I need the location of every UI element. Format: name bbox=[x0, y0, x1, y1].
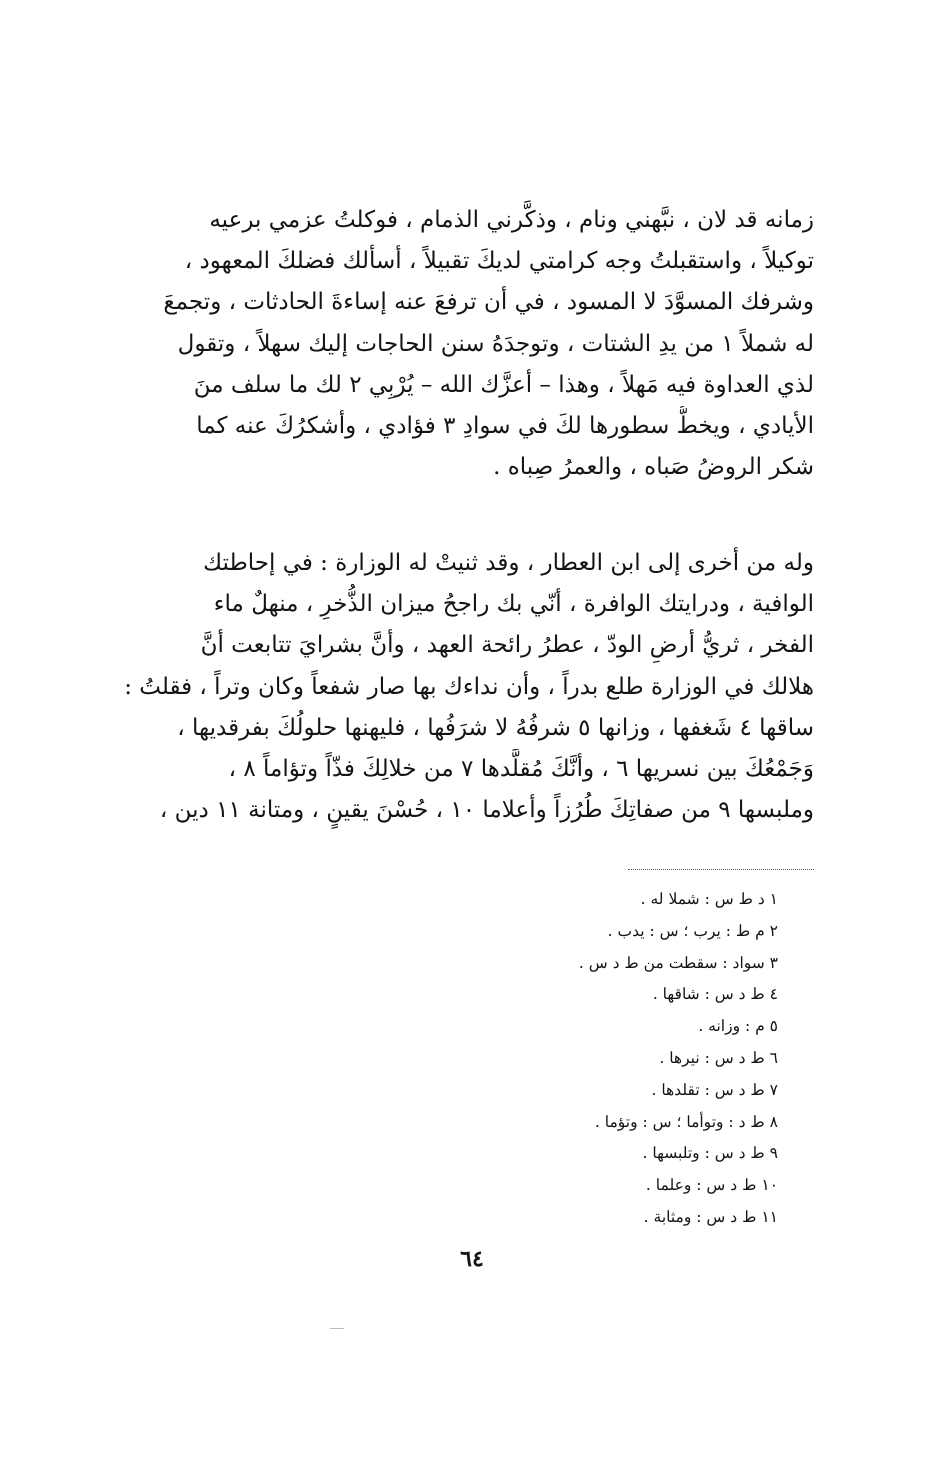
footnote-item: ٧ ط د س : تقلدها . bbox=[651, 1080, 778, 1099]
footnote-item: ٣ سواد : سقطت من ط د س . bbox=[578, 953, 778, 972]
text-line: لذي العداوة فيه مَهلاً ، وهذا – أعزَّك الله – يُرْبِي ٢ لك ما سلف منَ bbox=[193, 371, 814, 398]
scan-mark bbox=[330, 1328, 344, 1329]
text-line: وشرفك المسوَّدَ لا المسود ، في أن ترفعَ عنه إساءةَ الحادثات ، وتجمعَ bbox=[163, 289, 814, 316]
footnote-item: ٨ ط د : وتوأما ؛ س : وتؤما . bbox=[594, 1112, 778, 1131]
text-line: الأيادي ، ويخطُّ سطورها لكَ في سوادِ ٣ فؤادي ، وأشكرُكَ عنه كما bbox=[196, 412, 814, 439]
footnote-item: ٩ ط د س : وتلبسها . bbox=[642, 1144, 778, 1163]
footnote-item: ٤ ط د س : شاقها . bbox=[652, 985, 778, 1004]
footnote-item: ٥ م : وزانه . bbox=[698, 1017, 778, 1036]
page-number: ٦٤ bbox=[460, 1246, 484, 1272]
text-line: هلالك في الوزارة طلع بدراً ، وأن نداءك بها صار شفعاً وكان وتراً ، فقلتُ : bbox=[124, 673, 814, 700]
body-paragraph-2 bbox=[100, 543, 814, 831]
text-line: وملبسها ٩ من صفاتِكَ طُرُزاً وأعلاما ١٠ ، حُسْنَ يقينٍ ، ومتانة ١١ دين ، bbox=[159, 797, 814, 824]
footnote-item: ٢ م ط : يرب ؛ س : يدب . bbox=[607, 921, 778, 940]
text-line: وَجَمْعُكَ بين نسريها ٦ ، وأنَّكَ مُقلَّدها ٧ من خلالِكَ فذّاً وتؤاماً ٨ ، bbox=[228, 755, 814, 782]
footnote-item: ٦ ط د س : نيرها . bbox=[659, 1048, 778, 1067]
footnote-item: ١ د ط س : شملا له . bbox=[640, 890, 778, 908]
footnote-item: ١١ ط د س : ومثابة . bbox=[643, 1207, 778, 1226]
text-line: شكر الروضُ صَباه ، والعمرُ صِباه . bbox=[493, 454, 814, 481]
footnote-separator bbox=[628, 869, 814, 870]
body-paragraph-1 bbox=[100, 200, 814, 488]
text-line: وله من أخرى إلى ابن العطار ، وقد ثنيتْ له الوزارة : في إحاطتك bbox=[203, 550, 814, 576]
footnotes bbox=[418, 884, 778, 1234]
footnote-item: ١٠ ط د س : وعلما . bbox=[645, 1176, 778, 1195]
text-line: توكيلاً ، واستقبلتُ وجه كرامتي لديكَ تقبيلاً ، أسألك فضلكَ المعهود ، bbox=[184, 248, 814, 275]
text-line: الوافية ، ودرايتك الوافرة ، أنّي بك راجحُ ميزان الذُّخرِ ، منهلٌ ماء bbox=[213, 591, 814, 618]
text-line: ساقها ٤ شَغفها ، وزانها ٥ شرفُهُ لا شرَفُها ، فليهنها حلولُكَ بفرقديها ، bbox=[177, 714, 814, 741]
text-line: زمانه قد لان ، نبَّهني ونام ، وذكَّرني الذمام ، فوكلتُ عزمي برعيه bbox=[209, 207, 814, 233]
text-line: الفخر ، ثريُّ أرضِ الودّ ، عطرُ رائحة العهد ، وأنَّ بشرايَ تتابعت أنَّ bbox=[200, 632, 814, 659]
text-line: له شملاً ١ من يدِ الشتات ، وتوجدَهُ سنن الحاجات إليك سهلاً ، وتقول bbox=[177, 330, 814, 357]
